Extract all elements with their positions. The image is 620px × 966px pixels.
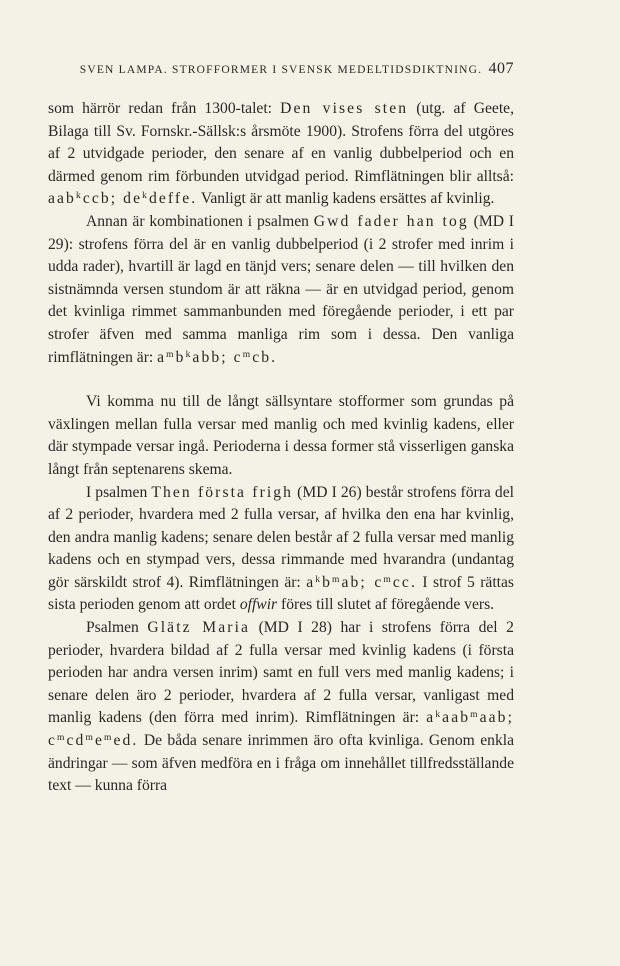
paragraph-2: Annan är kombinationen i psalmen Gwd fader han tog (MD I 29): strofens förra del är en vanlig dubbelperiod (i 2 strofer med inrim i udda rader), hvartill är lagd en tänjd vers; senare delen — till hvilken den sistnämnda versen stundom är att räkna — är en utvidgad period, genom det kvinliga rimmet sammanbunden med föregående perioder, i ett par strofer äfven med samma manliga rim som i dessa. Den vanliga rimflätningen är: $a^mb^kabb$; $c^mcb$. (48, 212, 514, 366)
paragraph-5: Psalmen Glätz Maria (MD I 28) har i strofens förra del 2 perioder, hvardera bildad af 2 fulla versar med kvinlig kadens (i första perioden har andra versen inrim) samt en full vers med manlig kadens; i senare delen äro 2 perioder, hvardera af 2 fulla versar, vanligast med manlig kadens (den förra med inrim). Rimflätningen är: $a^kaab^maab$; $c^mcd^me^med$. De båda senare inrimmen äro ofta kvinliga. Genom enkla ändringar — som äfven medföra en i fråga om innehållet tillfredsställande text — kunna förra (48, 619, 514, 795)
italic-word: offwir (239, 596, 278, 614)
paragraph-4: I psalmen Then första frigh (MD I 26) består strofens förra del af 2 perioder, hvardera med 2 fulla versar, af hvilka den ena har kvinlig, den andra manlig kadens; senare delen består af 2 fulla versar med manlig kadens och en stympad vers, dessa rimmande med hvarandra (undantag gör särskildt strof 4). Rimflätningen är: $a^kb^mab$; $c^mcc$. I strof 5 rättas sista perioden genom att ordet offwir föres till slutet af föregående vers. (48, 483, 515, 614)
title-spaced: Then första frigh (151, 483, 294, 501)
rhyme-scheme: $a^kaab^maab$; $c^mcd^me^med$. (48, 709, 514, 750)
running-header: SVEN LAMPA. STROFFORMER I SVENSK MEDELTIDSDIKTNING. (79, 64, 483, 76)
paragraph-1: som härrör redan från 1300-talet: Den vises sten (utg. af Geete, Bilaga till Sv. Fornskr.-Sällsk:s årsmöte 1900). Strofens förra del utgöres af 2 utvidgade perioder, den senare af en vanlig dubbelperiod och en därmed genom rim förbunden utvidgad period. Rimflätningen blir alltså: aab$^k$ccb; $de^kdeffe$. Vanligt är att manlig kadens ersättes af kvinlig. (48, 100, 514, 208)
body-text (48, 98, 514, 798)
title-spaced: Den vises sten (280, 100, 409, 117)
page-number: 407 (488, 60, 514, 77)
rhyme-scheme: $a^mb^kabb$; $c^mcb$. (157, 348, 278, 366)
rhyme-scheme: aab$^k$ccb; $de^kdeffe$. (48, 190, 198, 208)
paragraph-3: Vi komma nu till de långt sällsyntare stofformer som grundas på växlingen mellan fulla versar med manlig och med kvinlig kadens, eller där stympade versar ingå. Perioderna i dessa former stå visserligen ganska långt från septenarens skema. (48, 393, 514, 478)
title-spaced: Gwd fader han tog (313, 212, 469, 230)
title-spaced: Glätz Maria (147, 619, 251, 637)
rhyme-scheme: $a^kb^mab$; $c^mcc$. (306, 573, 417, 591)
